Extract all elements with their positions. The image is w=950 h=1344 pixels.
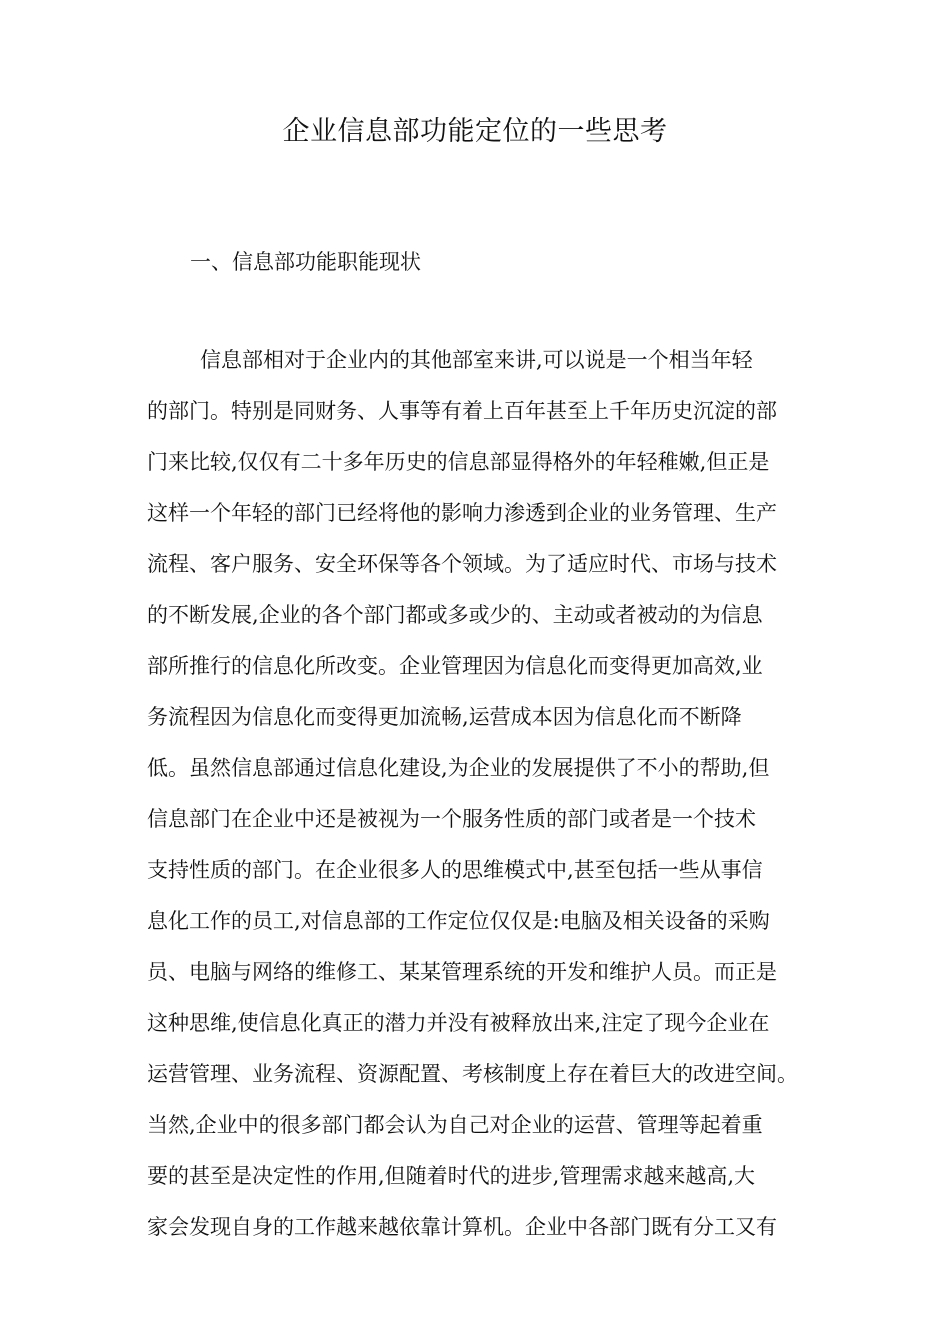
document-title: 企业信息部功能定位的一些思考: [282, 116, 668, 147]
paragraph-line: 的不断发展,企业的各个部门都或多或少的、主动或者被动的为信息: [147, 603, 763, 627]
paragraph-line: 门来比较,仅仅有二十多年历史的信息部显得格外的年轻稚嫩,但正是: [147, 450, 770, 474]
paragraph-line: 要的甚至是决定性的作用,但随着时代的进步,管理需求越来越高,大: [147, 1164, 756, 1188]
paragraph-line: 息化工作的员工,对信息部的工作定位仅仅是:电脑及相关设备的采购: [147, 909, 770, 933]
paragraph-line: 低。虽然信息部通过信息化建设,为企业的发展提供了不小的帮助,但: [147, 756, 770, 780]
paragraph-line: 员、电脑与网络的维修工、某某管理系统的开发和维护人员。而正是: [147, 960, 777, 984]
paragraph-line: 当然,企业中的很多部门都会认为自己对企业的运营、管理等起着重: [147, 1113, 763, 1137]
paragraph-line: 这样一个年轻的部门已经将他的影响力渗透到企业的业务管理、生产: [147, 501, 777, 525]
paragraph-line: 家会发现自身的工作越来越依靠计算机。企业中各部门既有分工又有: [147, 1215, 777, 1239]
paragraph-line: 信息部相对于企业内的其他部室来讲,可以说是一个相当年轻: [200, 348, 753, 372]
paragraph-line: 流程、客户服务、安全环保等各个领域。为了适应时代、市场与技术: [147, 552, 777, 576]
paragraph-line: 运营管理、业务流程、资源配置、考核制度上存在着巨大的改进空间。: [147, 1062, 798, 1086]
paragraph-line: 支持性质的部门。在企业很多人的思维模式中,甚至包括一些从事信: [147, 858, 763, 882]
paragraph-line: 的部门。特别是同财务、人事等有着上百年甚至上千年历史沉淀的部: [147, 399, 777, 423]
paragraph-line: 务流程因为信息化而变得更加流畅,运营成本因为信息化而不断降: [147, 705, 742, 729]
paragraph-line: 部所推行的信息化所改变。企业管理因为信息化而变得更加高效,业: [147, 654, 763, 678]
paragraph-line: 信息部门在企业中还是被视为一个服务性质的部门或者是一个技术: [147, 807, 756, 831]
paragraph-line: 这种思维,使信息化真正的潜力并没有被释放出来,注定了现今企业在: [147, 1011, 770, 1035]
section-heading: 一、信息部功能职能现状: [190, 250, 421, 274]
